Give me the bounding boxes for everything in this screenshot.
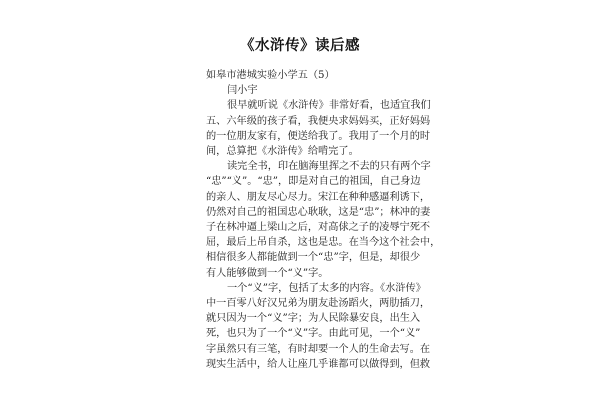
text-line: 字虽然只有三笔，有时却要一个人的生命去写。在: [206, 343, 431, 355]
author-line: 闫小宇: [227, 85, 258, 97]
text-line: 读完全书，印在脑海里挥之不去的只有两个字: [227, 161, 431, 173]
text-line: 五、六年级的孩子看，我便央求妈妈买，正好妈妈: [206, 115, 431, 127]
text-line: 中一百零八好汉兄弟为朋友赴汤蹈火，两肋插刀，: [206, 298, 431, 310]
document-body: [206, 68, 441, 372]
text-line: 有人能够做到一个“义”字。: [206, 267, 329, 279]
school-line: 如皋市港城实验小学五（5）: [206, 70, 335, 81]
text-line: 间，总算把《水浒传》给啃完了。: [206, 146, 359, 158]
text-line: 仍然对自己的祖国忠心耿耿，这是“忠”；林冲的妻: [206, 206, 431, 218]
text-line: 子在林冲逼上梁山之后，对高俅之子的凌辱宁死不: [206, 222, 431, 234]
text-line: 的一位朋友家有，便送给我了。我用了一个月的时: [206, 130, 431, 142]
text-line: 很早就听说《水浒传》非常好看，也适宜我们: [227, 100, 431, 112]
text-line: 的亲人、朋友尽心尽力。宋江在种种感逼利诱下，: [206, 191, 431, 203]
text-line: 现实生活中，给人让座几乎谁都可以做得到，但救: [206, 358, 431, 370]
text-line: 屈，最后上吊自杀，这也是忠。在当今这个社会中，: [206, 237, 441, 249]
text-line: 相信很多人都能做到一个“忠”字，但是，却很少: [206, 252, 421, 264]
text-line: 就只因为一个“义”字；为人民除暴安良，出生入: [206, 313, 421, 325]
document-title: 《水浒传》读后感: [240, 38, 360, 54]
text-line: 一个“义”字，包括了太多的内容。《水浒传》: [227, 282, 426, 294]
text-line: 死，也只为了一个“义”字。由此可见，一个“义”: [206, 328, 421, 340]
text-line: “忠”“义”。“忠”，即是对自己的祖国，自己身边: [206, 176, 421, 188]
